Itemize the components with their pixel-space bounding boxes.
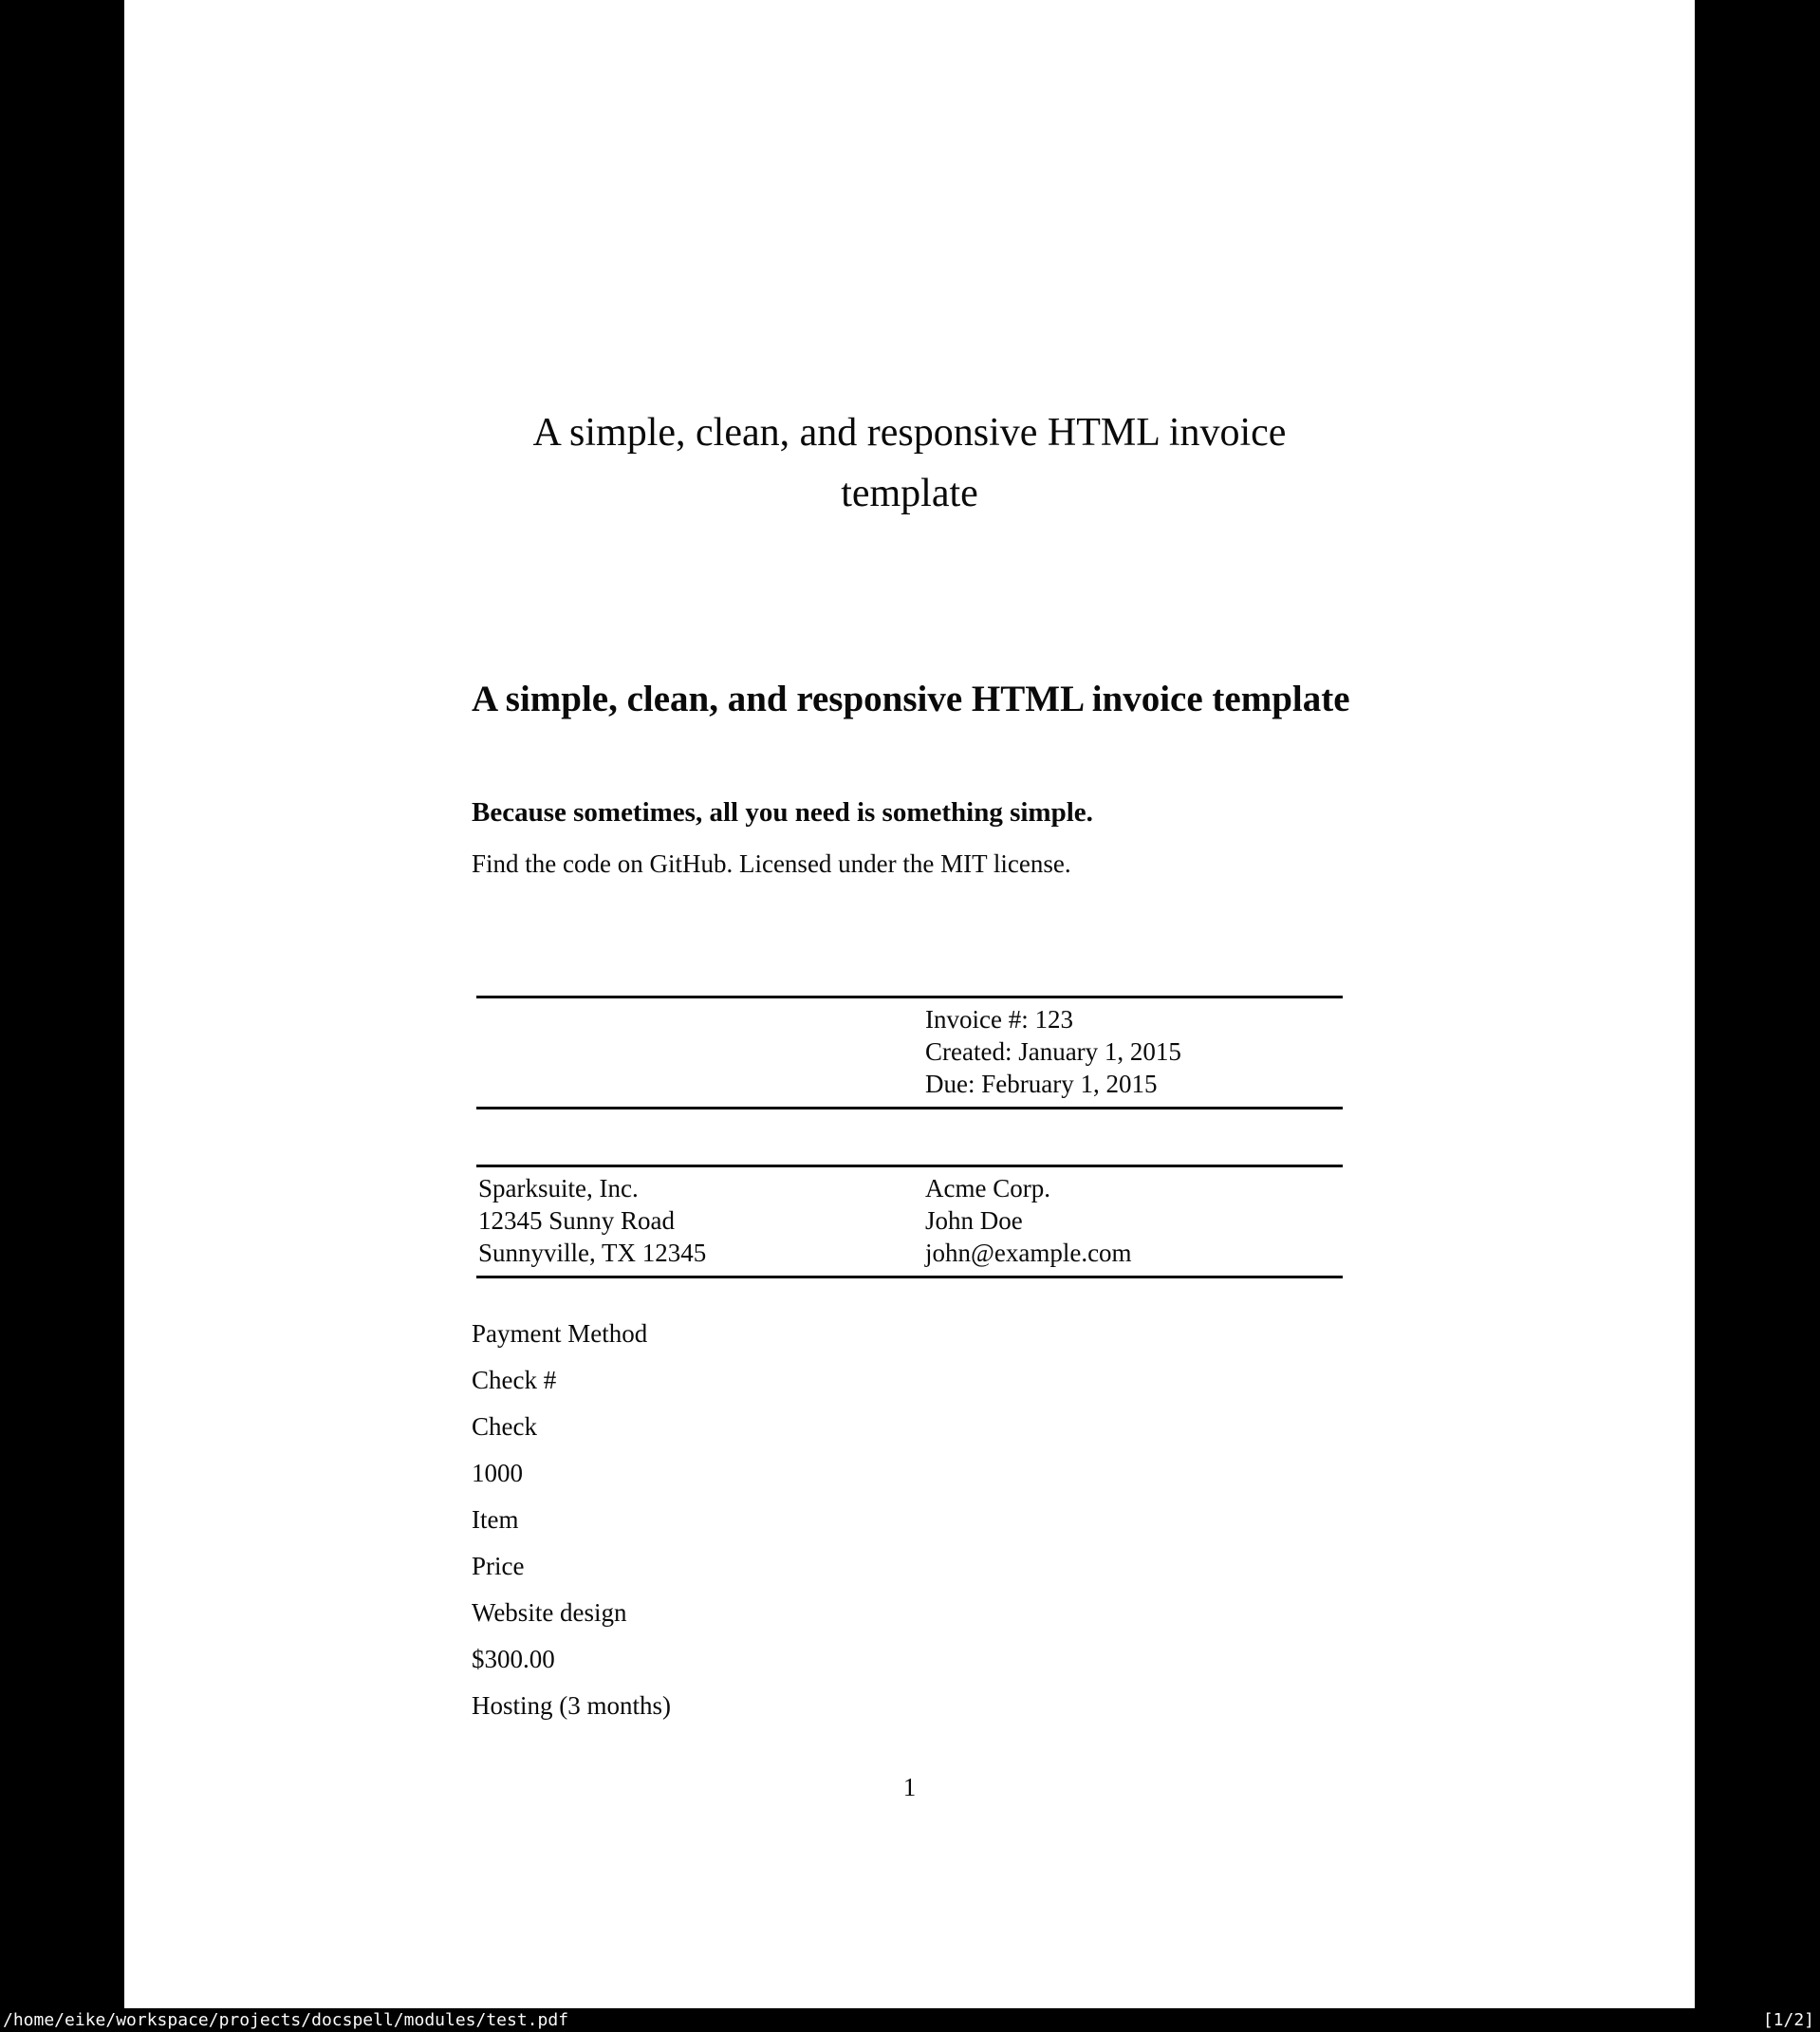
- seller-address-block: [476, 1172, 925, 1269]
- detail-line-check: Check: [472, 1412, 537, 1441]
- pdf-page[interactable]: [124, 0, 1695, 2008]
- detail-line-price-label: Price: [472, 1552, 525, 1580]
- detail-line-check-number-label: Check #: [472, 1366, 557, 1394]
- invoice-detail-list: [472, 1317, 671, 1736]
- document-title: A simple, clean, and responsive HTML invoice template: [532, 411, 1287, 515]
- license-line: Find the code on GitHub. Licensed under the MIT license.: [472, 849, 1071, 878]
- statusbar-file-path: /home/eike/workspace/projects/docspell/modules/test.pdf: [3, 2010, 569, 2030]
- parties-table: [476, 1165, 1343, 1278]
- page-number: 1: [902, 1773, 917, 1801]
- invoice-created-line: Created: January 1, 2015: [925, 1037, 1181, 1066]
- statusbar-page-indicator: [1/2]: [1762, 2010, 1814, 2030]
- detail-line-website-price: $300.00: [472, 1645, 555, 1673]
- invoice-number-line: Invoice #: 123: [925, 1005, 1073, 1034]
- seller-name: Sparksuite, Inc.: [478, 1174, 639, 1202]
- statusbar: [0, 2008, 1820, 2032]
- invoice-meta-block: [925, 1003, 1343, 1100]
- detail-line-check-value: 1000: [472, 1459, 523, 1487]
- invoice-meta-table: [476, 996, 1343, 1109]
- seller-city: Sunnyville, TX 12345: [478, 1239, 707, 1267]
- invoice-due-line: Due: February 1, 2015: [925, 1070, 1158, 1098]
- buyer-address-block: [925, 1172, 1132, 1269]
- buyer-contact: John Doe: [925, 1206, 1023, 1235]
- section-heading: A simple, clean, and responsive HTML invoice template: [472, 679, 1350, 719]
- tagline-text: Because sometimes, all you need is something simple.: [472, 797, 1093, 828]
- seller-street: 12345 Sunny Road: [478, 1206, 676, 1235]
- detail-line-item-label: Item: [472, 1505, 519, 1534]
- detail-line-website-design: Website design: [472, 1598, 627, 1627]
- detail-line-hosting: Hosting (3 months): [472, 1691, 672, 1720]
- detail-line-payment-method: Payment Method: [472, 1319, 648, 1348]
- buyer-email: john@example.com: [925, 1239, 1132, 1267]
- buyer-company: Acme Corp.: [925, 1174, 1050, 1202]
